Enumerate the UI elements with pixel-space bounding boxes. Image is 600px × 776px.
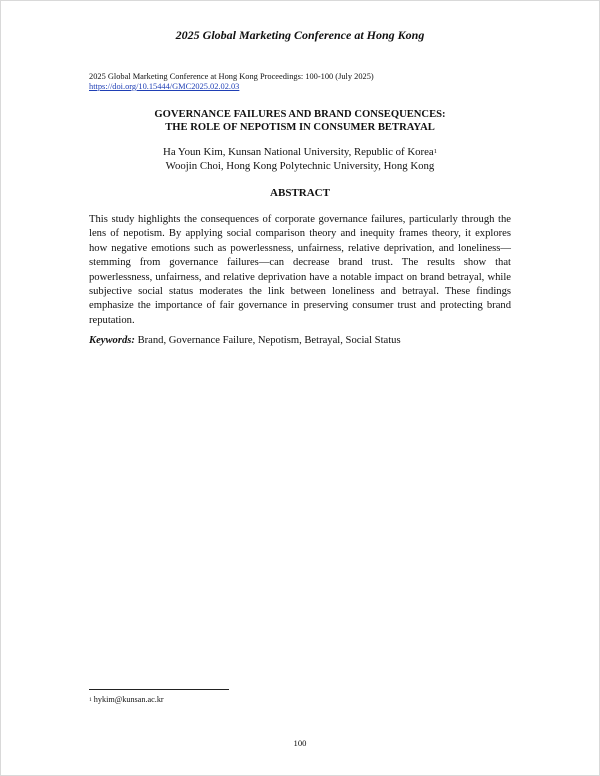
author-2 bbox=[0, 160, 600, 174]
proceedings-info bbox=[89, 72, 374, 92]
author-1-footnote-mark: 1 bbox=[433, 148, 437, 155]
footnote-divider bbox=[89, 689, 229, 690]
author-2-affiliation: Woojin Choi, Hong Kong Polytechnic University, Hong Kong bbox=[165, 159, 435, 172]
conference-header: 2025 Global Marketing Conference at Hong Kong bbox=[175, 28, 425, 42]
abstract-body: This study highlights the consequences of corporate governance failures, particularly through the lens of nepotism. By applying social comparison theory and inequity frames theory, it explores how negative emotions such as powerlessness, unfairness, relative deprivation, and loneliness—stemming from governance failures—can decrease brand trust. The results show that powerlessness, unfairness, and relative deprivation have a notable impact on brand betrayal, while subjective social status moderates the link between loneliness and betrayal. These findings emphasize the importance of fair governance in preserving consumer trust and protecting brand reputation. bbox=[89, 214, 511, 326]
keywords-label: Keywords: bbox=[89, 335, 135, 346]
doi-link[interactable]: https://doi.org/10.15444/GMC2025.02.02.03 bbox=[89, 82, 240, 91]
author-1 bbox=[0, 146, 600, 160]
abstract-heading: ABSTRACT bbox=[270, 187, 330, 199]
paper-title bbox=[0, 108, 600, 134]
footnote-email: hykim@kunsan.ac.kr bbox=[93, 695, 164, 704]
proceedings-citation: 2025 Global Marketing Conference at Hong Kong Proceedings: 100-100 (July 2025) bbox=[89, 72, 374, 81]
author-1-affiliation: Ha Youn Kim, Kunsan National University, Republic of Korea bbox=[163, 146, 434, 158]
paper-title-line-2: THE ROLE OF NEPOTISM IN CONSUMER BETRAYAL bbox=[165, 122, 435, 133]
keywords bbox=[89, 334, 519, 348]
page-number: 100 bbox=[293, 738, 307, 748]
footnote-mark: 1 bbox=[89, 697, 92, 703]
author-list bbox=[0, 146, 600, 173]
footnote bbox=[89, 695, 164, 705]
paper-title-line-1: GOVERNANCE FAILURES AND BRAND CONSEQUENCES: bbox=[154, 109, 446, 120]
keywords-list: Brand, Governance Failure, Nepotism, Betrayal, Social Status bbox=[137, 335, 401, 346]
